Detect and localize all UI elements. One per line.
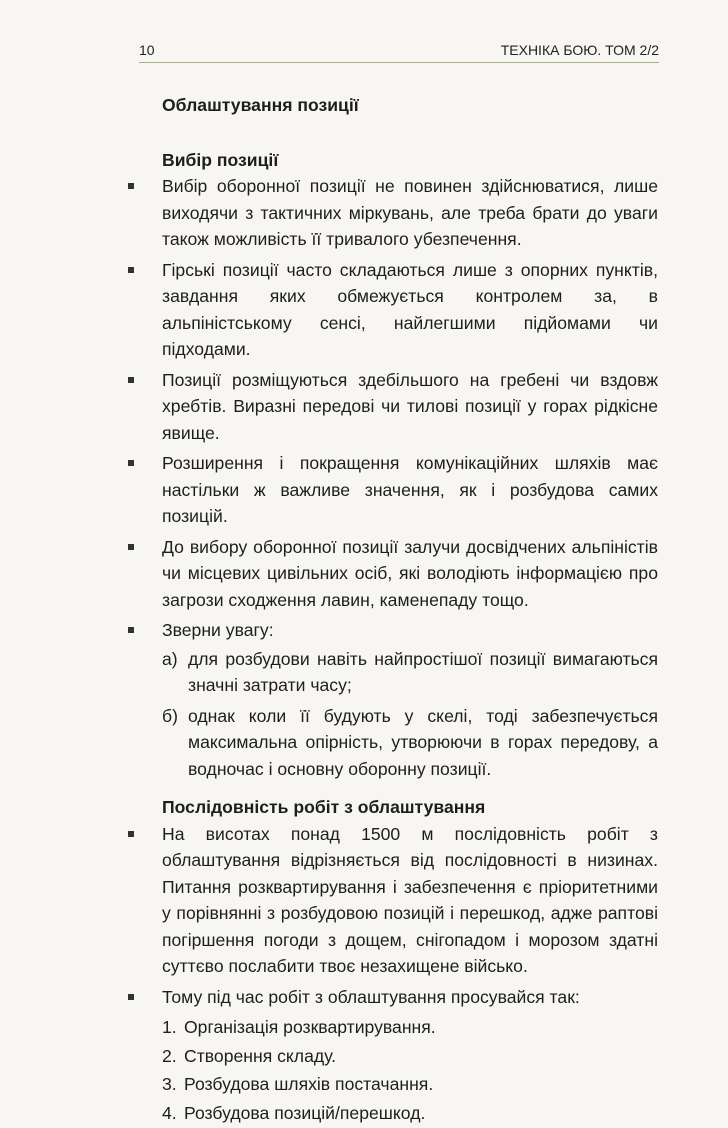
bullet-list [128, 173, 658, 782]
bullet-list [128, 821, 658, 1011]
running-title: ТЕХНІКА БОЮ. ТОМ 2/2 [500, 42, 659, 58]
sub-list-marker: а) [162, 648, 178, 669]
sub-list-text: для розбудови навіть найпростішої позиції вимагаються значні затрати часу; [188, 648, 658, 695]
numbered-item [162, 1014, 658, 1041]
running-header [139, 42, 659, 63]
sub-list-item [162, 646, 658, 699]
section-title: Облаштування позиції [162, 95, 359, 115]
item-number: 2. [162, 1045, 177, 1066]
list-item: До вибору оборонної позиції залучи досвідчених альпіністів чи місцевих цивільних осіб, які володіють інформацією про загрози сходження лавин, каменепаду тощо. [128, 534, 658, 614]
sub-list-item [162, 703, 658, 783]
numbered-item [162, 1071, 658, 1098]
numbered-item [162, 1100, 658, 1127]
numbered-item [162, 1043, 658, 1070]
list-item: Позиції розміщуються здебільшого на гребені чи вздовж хребтів. Виразні передові чи тилові позиції у горах рідкісне явище. [128, 367, 658, 447]
list-item: Гірські позиції часто складаються лише з опорних пунктів, завдання яких обмежується контролем за, в альпіністському сенсі, найлегшими підйомами чи підходами. [128, 257, 658, 363]
item-number: 4. [162, 1102, 177, 1123]
subsection-title: Послідовність робіт з облаштування [162, 797, 486, 817]
item-text: Створення складу. [184, 1045, 337, 1066]
item-text: Організація розквартирування. [184, 1017, 436, 1037]
list-item-text: Зверни увагу: [162, 620, 274, 640]
sub-list [162, 646, 658, 783]
sub-list-text: однак коли її будують у скелі, тоді забезпечується максимальна опірність, утворюючи в горах передову, а водночас і основну оборонну позиції. [188, 705, 658, 779]
list-item [128, 617, 658, 782]
list-item: Вибір оборонної позиції не повинен здійснюватися, лише виходячи з тактичних міркувань, але треба брати до уваги також можливість її тривалого убезпечення. [128, 173, 658, 253]
subsection-title: Вибір позиції [162, 149, 279, 170]
list-item: Розширення і покращення комунікаційних шляхів має настільки ж важливе значення, як і розбудова самих позицій. [128, 450, 658, 530]
list-item: Тому під час робіт з облаштування просувайся так: [128, 984, 658, 1011]
sub-list-marker: б) [162, 705, 178, 726]
page-content [128, 92, 658, 1128]
item-text: Розбудова шляхів постачання. [184, 1074, 434, 1094]
numbered-list [162, 1014, 658, 1126]
page-number: 10 [139, 42, 155, 58]
list-item: На висотах понад 1500 м послідовність робіт з облаштування відрізняється від послідовності в низинах. Питання розквартирування і забезпечення є пріоритетними у порівнянні з розбудовою позицій і перешкод, адже раптові погіршення погоди з дощем, снігопадом і морозом здатні суттєво послабити твоє незахищене військо. [128, 821, 658, 980]
item-number: 1. [162, 1017, 177, 1037]
item-text: Розбудова позицій/перешкод. [184, 1102, 426, 1123]
item-number: 3. [162, 1074, 177, 1094]
